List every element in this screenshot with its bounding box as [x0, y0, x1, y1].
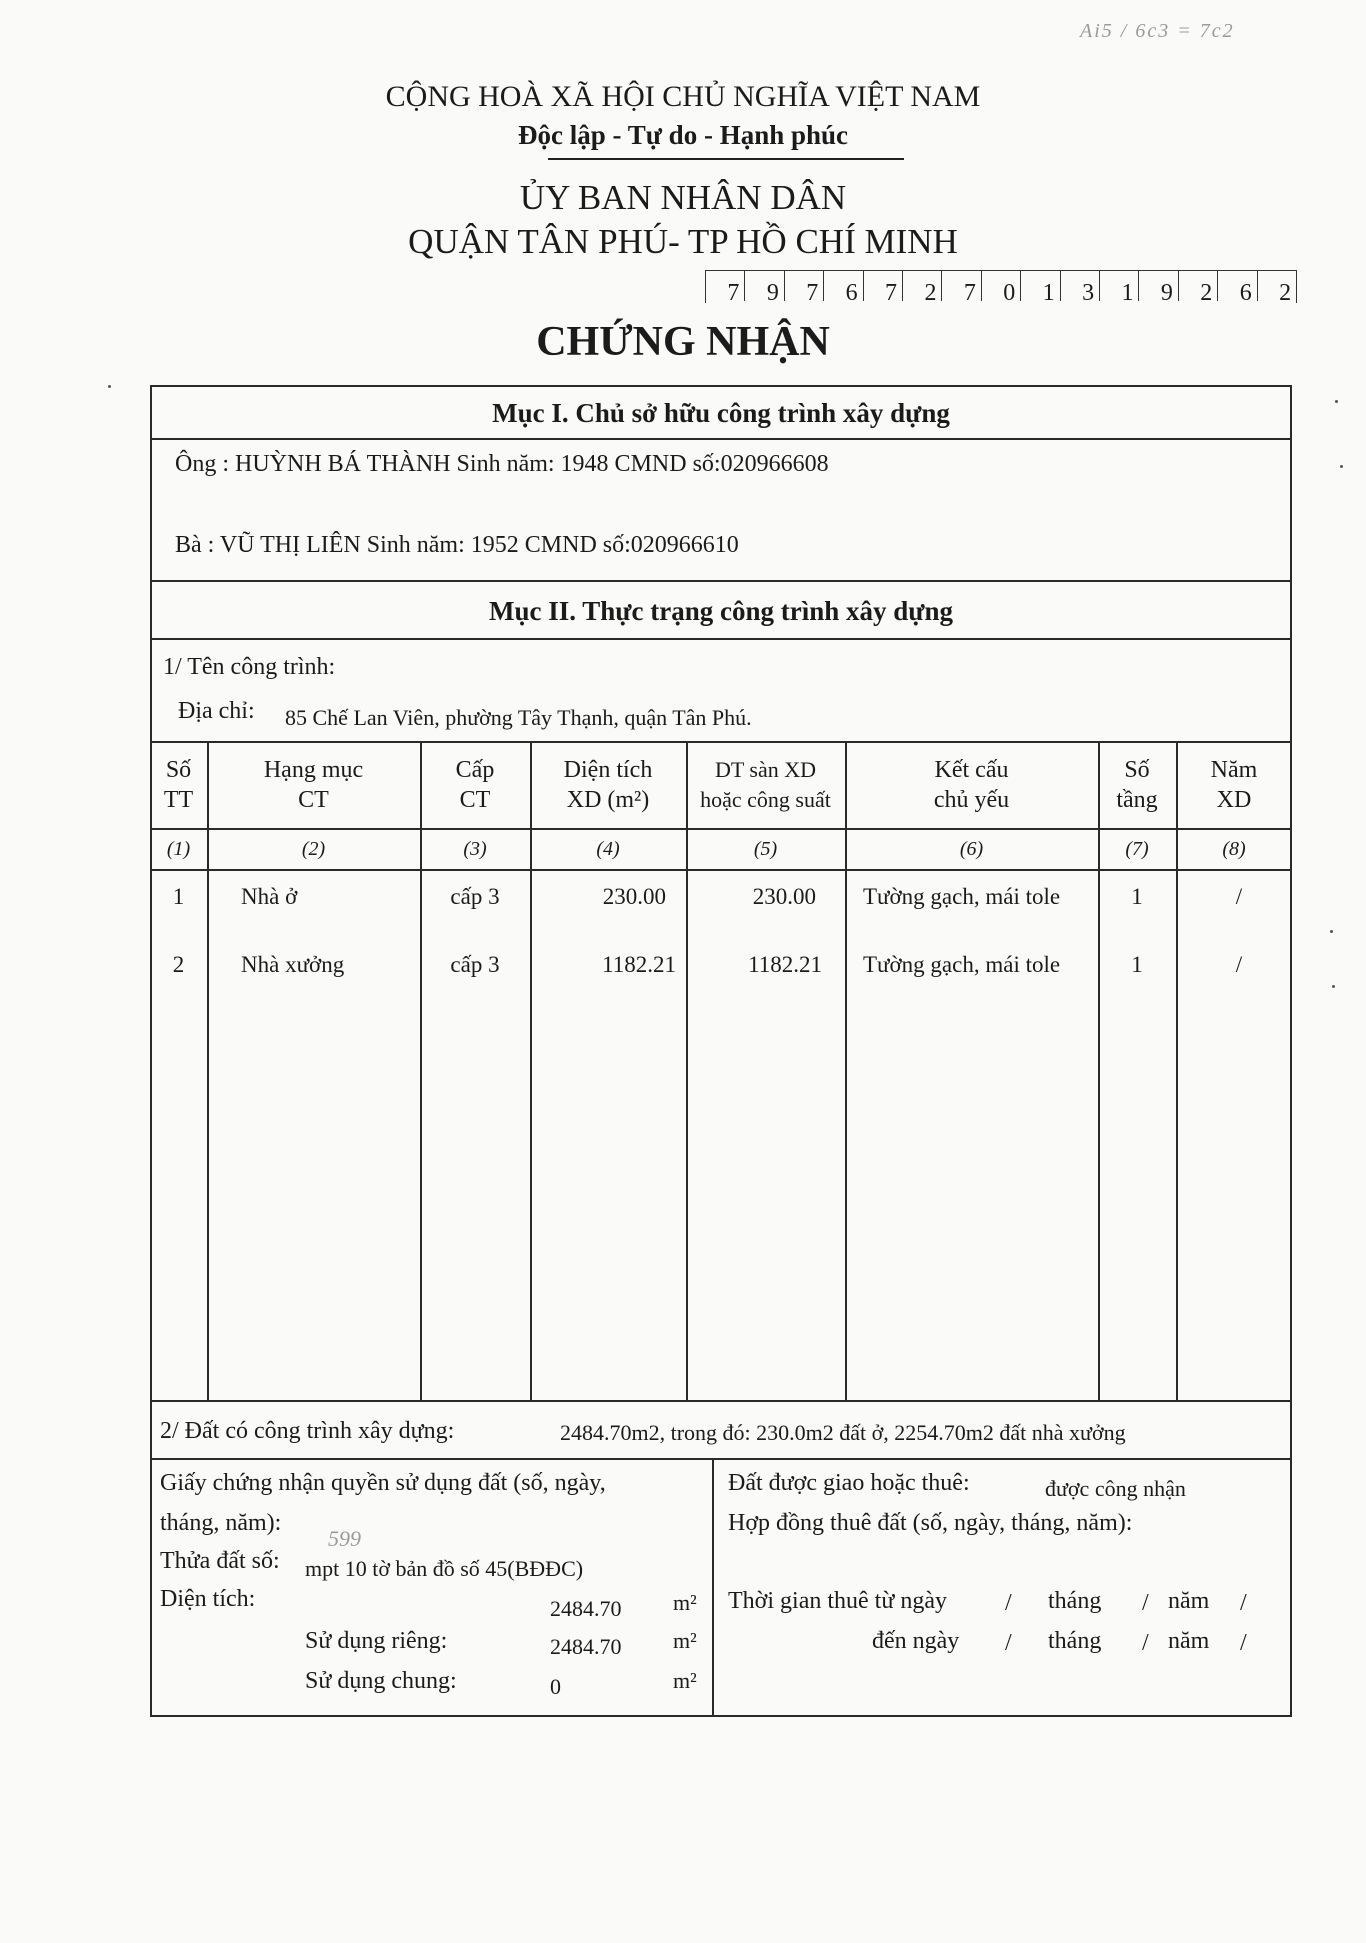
gcn-label-2: tháng, năm): [160, 1510, 282, 1536]
divider [150, 580, 1292, 582]
serial-digit: 3 [1061, 271, 1100, 301]
common-use-unit: m² [673, 1668, 697, 1693]
address-value: 85 Chế Lan Viên, phường Tây Thạnh, quận Tân Phú. [285, 705, 752, 730]
lease-to-month-slash: / [1142, 1630, 1149, 1656]
row1-floors: 1 [1131, 884, 1143, 909]
handwritten-note: 599 [328, 1526, 361, 1551]
header-year: Năm XD [1210, 757, 1258, 813]
table-bottom-line [150, 1400, 1292, 1402]
row2-year: / [1235, 952, 1243, 977]
motto-underline [548, 158, 904, 160]
row1-item: Nhà ở [241, 884, 298, 909]
row2-floor-area: 1182.21 [748, 952, 822, 977]
parcel-label: Thửa đất số: [160, 1548, 280, 1574]
certificate-title: CHỨNG NHẬN [536, 319, 830, 365]
header-grade: Cấp CT [455, 757, 495, 813]
serial-digit: 1 [1021, 271, 1060, 301]
lease-from-label: Thời gian thuê từ ngày [728, 1588, 947, 1614]
serial-digit: 7 [706, 271, 745, 301]
owner-2: Bà : VŨ THỊ LIÊN Sinh năm: 1952 CMND số:020966610 [175, 532, 739, 558]
row2-area: 1182.21 [602, 952, 676, 977]
serial-digit: 7 [785, 271, 824, 301]
col-number: (7) [1125, 838, 1149, 860]
col-number: (4) [596, 838, 620, 860]
owner-1: Ông : HUỲNH BÁ THÀNH Sinh năm: 1948 CMND số:020966608 [175, 451, 829, 477]
row1-structure: Tường gạch, mái tole [863, 884, 1061, 909]
area-label: Diện tích: [160, 1586, 256, 1612]
scan-speck [1332, 985, 1335, 988]
serial-digit: 7 [864, 271, 903, 301]
address-label: Địa chỉ: [178, 698, 255, 724]
land-value: 2484.70m2, trong đó: 230.0m2 đất ở, 2254.70m2 đất nhà xưởng [560, 1420, 1126, 1445]
corner-handwritten-note: Ai5 / 6c3 = 7c2 [1080, 20, 1235, 42]
scan-speck [1335, 400, 1338, 403]
area-unit: m² [673, 1590, 697, 1615]
area-value: 2484.70 [550, 1596, 622, 1621]
scan-speck [108, 385, 111, 388]
row2-stt: 2 [172, 952, 185, 977]
serial-digit: 1 [1100, 271, 1139, 301]
common-use-value: 0 [550, 1674, 561, 1699]
header-stt: Số TT [163, 757, 194, 813]
serial-digit: 2 [903, 271, 942, 301]
parcel-value: mpt 10 tờ bản đồ số 45(BĐĐC) [305, 1556, 584, 1581]
lease-from-year-label: năm [1168, 1588, 1210, 1614]
table-top-line [150, 741, 1292, 743]
lease-from-month-slash: / [1142, 1590, 1149, 1616]
bottom-divider [712, 1458, 714, 1717]
serial-digit: 2 [1279, 280, 1292, 306]
allocated-label: Đất được giao hoặc thuê: [728, 1470, 970, 1496]
allocated-value: được công nhận [1045, 1476, 1186, 1501]
header-item: Hạng mục CT [263, 757, 364, 813]
serial-digit: 6 [824, 271, 863, 301]
lease-to-day-slash: / [1005, 1630, 1012, 1656]
divider [150, 438, 1292, 440]
row1-grade: cấp 3 [450, 884, 500, 909]
col-number: (3) [463, 838, 487, 860]
land-label: 2/ Đất có công trình xây dựng: [160, 1418, 455, 1444]
serial-digit: 2 [1179, 271, 1218, 301]
row1-stt: 1 [172, 884, 185, 909]
row1-year: / [1235, 884, 1243, 909]
common-use-label: Sử dụng chung: [305, 1668, 457, 1694]
serial-digit: 9 [745, 271, 784, 301]
lease-contract-label: Hợp đồng thuê đất (số, ngày, tháng, năm): [728, 1510, 1133, 1536]
lease-to-year-slash: / [1240, 1630, 1247, 1656]
scan-speck [1330, 930, 1333, 933]
section2-title: Mục II. Thực trạng công trình xây dựng [489, 596, 953, 626]
district-name: QUẬN TÂN PHÚ- TP HỒ CHÍ MINH [408, 222, 958, 261]
committee-name: ỦY BAN NHÂN DÂN [519, 178, 847, 217]
table-number-line [150, 869, 1292, 871]
table-header-line [150, 828, 1292, 830]
scan-speck [1340, 465, 1343, 468]
lease-from-year-slash: / [1240, 1590, 1247, 1616]
divider [150, 1458, 1292, 1460]
lease-to-year-label: năm [1168, 1628, 1210, 1654]
country-title: CỘNG HOÀ XÃ HỘI CHỦ NGHĨA VIỆT NAM [385, 80, 981, 113]
col-number: (2) [301, 838, 326, 860]
construction-name-label: 1/ Tên công trình: [163, 654, 336, 680]
serial-digit: 0 [982, 271, 1021, 301]
lease-to-label: đến ngày [872, 1628, 960, 1654]
row2-structure: Tường gạch, mái tole [863, 952, 1061, 977]
private-use-label: Sử dụng riêng: [305, 1628, 448, 1654]
gcn-label: Giấy chứng nhận quyền sử dụng đất (số, ngày, [160, 1470, 606, 1496]
serial-digit: 6 [1218, 271, 1257, 301]
col-number: (5) [753, 838, 778, 860]
col-number: (6) [959, 838, 984, 860]
row2-floors: 1 [1131, 952, 1143, 977]
motto: Độc lập - Tự do - Hạnh phúc [517, 120, 849, 150]
header-floors: Số tầng [1116, 757, 1158, 813]
row1-floor-area: 230.00 [752, 884, 816, 909]
row1-area: 230.00 [602, 884, 666, 909]
serial-digit: 9 [1139, 271, 1178, 301]
private-use-value: 2484.70 [550, 1634, 622, 1659]
row2-grade: cấp 3 [450, 952, 500, 977]
lease-from-month-label: tháng [1048, 1588, 1102, 1614]
row2-item: Nhà xưởng [241, 952, 345, 977]
header-structure: Kết cấu chủ yếu [933, 757, 1010, 813]
col-number: (8) [1222, 838, 1246, 860]
lease-to-month-label: tháng [1048, 1628, 1102, 1654]
section1-title: Mục I. Chủ sở hữu công trình xây dựng [492, 398, 950, 428]
private-use-unit: m² [673, 1628, 697, 1653]
header-floor-area: DT sàn XD hoặc công suất [700, 757, 831, 812]
divider [150, 638, 1292, 640]
col-number: (1) [166, 838, 191, 860]
serial-number-box [705, 270, 1297, 306]
serial-digit: 7 [942, 271, 981, 301]
header-area: Diện tích XD (m²) [563, 757, 653, 813]
lease-from-day-slash: / [1005, 1590, 1012, 1616]
